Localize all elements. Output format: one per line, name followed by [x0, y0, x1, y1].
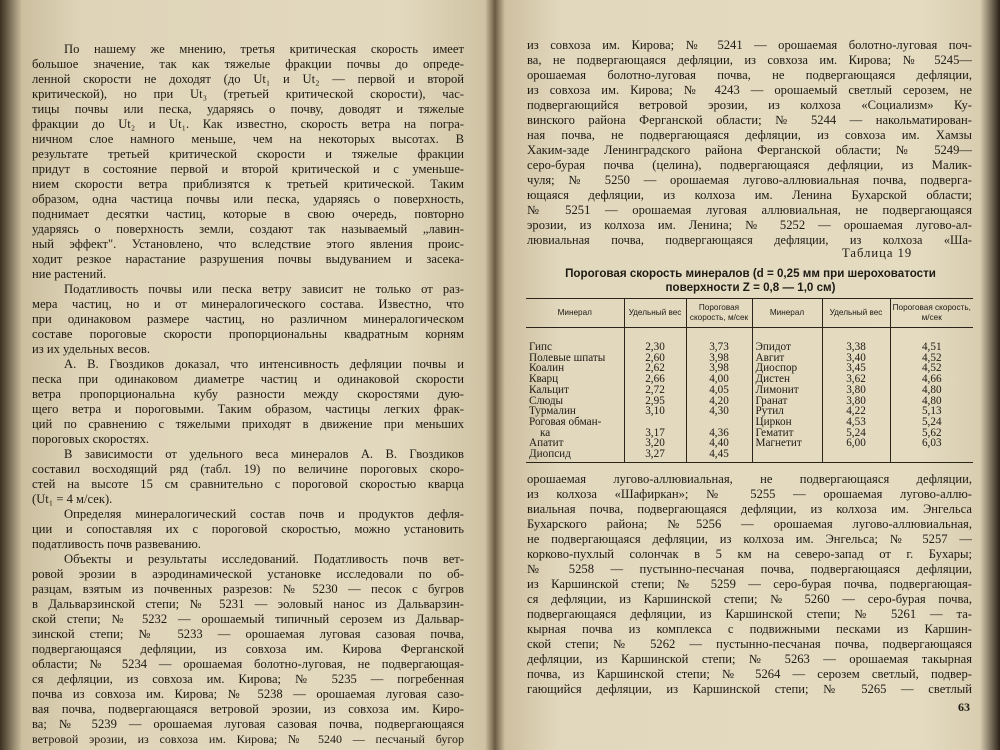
- text-line: почва из совхоза им. Кирова; № 5238 — орошаемая луговая сазо-: [32, 687, 464, 701]
- threshold-velocity: 4,36: [686, 428, 752, 439]
- text-line: в Дальварзинской степи; № 5231 — эоловый нанос из Дальварзин-: [32, 597, 464, 611]
- mineral-name: Диопсид: [526, 449, 624, 462]
- threshold-velocity: 4,66: [890, 374, 973, 385]
- text-line: области; № 5234 — орошаемая болотно-луговая, не подвергающая-: [32, 657, 464, 671]
- threshold-velocity: 4,80: [890, 396, 973, 407]
- text-line: щего ветра и пороговыми. Таким образом, частицы легких фрак-: [32, 402, 464, 416]
- mineral-name: ка: [540, 426, 551, 439]
- text-line: придут в состояние первой и второй критической и с уменьше-: [32, 162, 464, 176]
- threshold-velocity: 3,73: [686, 328, 752, 353]
- mineral-name: Магнетит: [752, 438, 822, 449]
- text-line: серо-бурая почва (целина), подвергающаяся дефляции, из Малик-: [527, 158, 972, 172]
- text-line: ва, не подвергающаяся дефляции, из совхоза им. Кирова; № 5245—: [527, 53, 972, 67]
- text-line: В зависимости от удельного веса минералов А. В. Гвоздиков: [64, 447, 464, 461]
- text-line: результате третьей критической скорости и тяжелые фракции: [32, 147, 464, 161]
- text-line: чуля; № 5250 — орошаемая лугово-аллювиальная почва, подверга-: [527, 173, 972, 187]
- text-line: ние растений.: [32, 267, 107, 281]
- text-line: вая почва, подвергающаяся ветровой эрозии, из совхоза им. Киро-: [32, 702, 464, 716]
- text-line: виальная почва, подвергающаяся дефляции, из колхоза им. Энгельса: [527, 502, 972, 516]
- mineral-name: Полевые шпаты: [529, 351, 606, 364]
- mineral-threshold-table: [526, 298, 973, 463]
- mineral-name: Диоспор: [752, 363, 822, 374]
- specific-weight: 2,30: [624, 328, 686, 353]
- text-line: (Ut₁ = 4 м/сек).: [32, 492, 113, 506]
- text-line: винского района Ферганской области; № 5244 — накольматирован-: [527, 113, 972, 127]
- threshold-velocity: 4,52: [890, 363, 973, 374]
- text-line: ской степи; № 5262 — пустынно-песчаная почва, подвергающаяся: [527, 637, 972, 651]
- mineral-name: Кварц: [529, 373, 559, 386]
- text-line: лювиальная почва, подвергающаяся дефляции, из колхоза «Ша-: [527, 233, 972, 247]
- text-line: ная почва, не подвергающаяся дефляции, из совхоза им. Хамзы: [527, 128, 972, 142]
- specific-weight: 3,80: [822, 396, 890, 407]
- specific-weight: 3,38: [822, 328, 890, 353]
- text-line: стей на высоте 15 см сравнительно с пороговой скоростью кварца: [32, 477, 464, 491]
- table-row: [526, 449, 973, 462]
- specific-weight: 3,80: [822, 385, 890, 396]
- table-row: [526, 385, 973, 396]
- column-header: Удельный вес: [624, 299, 686, 328]
- text-line: большое значение, так как тяжелые фракции почвы до опреде-: [32, 57, 464, 71]
- text-line: ся дефляции, из Каршинской степи; № 5260 — серо-бурая почва,: [527, 592, 972, 606]
- table-row: [526, 353, 973, 364]
- text-line: поднимает десятки частиц, которые в свою очередь, повторно: [32, 207, 464, 221]
- table-row: [526, 396, 973, 407]
- table-subtitle: поверхности Z = 0,8 — 1,0 см): [665, 281, 836, 294]
- mineral-name: Гипс: [529, 341, 552, 353]
- column-header: Минерал: [526, 299, 624, 328]
- text-line: из совхоза им. Кирова; № 4243 — орошаемый светлый серозем, не: [527, 83, 972, 97]
- threshold-velocity: 3,98: [686, 363, 752, 374]
- threshold-velocity: 4,30: [686, 406, 752, 417]
- text-line: ровой эрозии в аэродинамической установке исследовали по об-: [32, 567, 464, 581]
- text-line: ходит резкое нарастание разрушения почвы выдуванием и засека-: [32, 252, 464, 266]
- specific-weight: 3,10: [624, 406, 686, 417]
- text-line: из их удельных весов.: [32, 342, 150, 356]
- specific-weight: 5,24: [822, 428, 890, 439]
- threshold-velocity: [890, 449, 973, 462]
- mineral-name: Апатит: [529, 437, 564, 450]
- specific-weight: 2,66: [624, 374, 686, 385]
- mineral-name: Циркон: [752, 417, 822, 428]
- text-line: составе пороговые скорости пропорциональны квадратным корням: [32, 327, 464, 341]
- table-row: [526, 438, 973, 449]
- column-header: Пороговая скорость, м/сек: [890, 299, 973, 328]
- text-line: песка при одинаковом диаметре частиц и одинаковой скорости: [32, 372, 464, 386]
- table-row: [526, 363, 973, 374]
- text-line: из колхоза «Шафиркан»; № 5255 — орошаемая лугово-аллю-: [527, 487, 972, 501]
- text-line: ударяясь о поверхность земли, создают так называемый „лавин-: [32, 222, 464, 236]
- text-line: ва; № 5239 — орошаемая луговая сазовая почва, подвергающаяся: [32, 717, 464, 731]
- text-line: из Каршинской степи; № 5259 — серо-бурая почва, подвергающая-: [527, 577, 972, 591]
- threshold-velocity: 3,98: [686, 353, 752, 364]
- text-line: зинской степи; № 5233 — орошаемая луговая сазовая почва,: [32, 627, 464, 641]
- text-line: образом, одна частица почвы или песка, ударяясь о поверхность,: [32, 192, 464, 206]
- threshold-velocity: 5,13: [890, 406, 973, 417]
- threshold-velocity: 6,03: [890, 438, 973, 449]
- threshold-velocity: 5,24: [890, 417, 973, 428]
- text-line: подвергающийся ветровой эрозии, из колхоза «Социализм» Ку-: [527, 98, 972, 112]
- text-line: орошаемая болотно-луговая почва, не подвергающаяся дефляции,: [527, 68, 972, 82]
- specific-weight: [822, 449, 890, 462]
- mineral-name: [752, 449, 822, 462]
- specific-weight: 3,20: [624, 438, 686, 449]
- column-header: Удельный вес: [822, 299, 890, 328]
- mineral-name: Авгит: [752, 353, 822, 364]
- text-line: ющаяся дефляции, из колхоза им. Ленина Бухарской области;: [527, 188, 972, 202]
- table-row: [526, 374, 973, 385]
- mineral-name: Гематит: [752, 428, 822, 439]
- mineral-name: Слюды: [529, 394, 564, 407]
- right-page: [492, 0, 1000, 750]
- text-line: Податливость почвы или песка ветру зависит не только от раз-: [64, 282, 464, 296]
- text-line: гающийся дефляции, из Каршинской степи; № 5265 — светлый: [527, 682, 972, 696]
- text-line: Хаким-заде Ленинградского района Ферганской области; № 5249—: [527, 143, 972, 157]
- mineral-name: Рутил: [752, 406, 822, 417]
- column-header: Пороговая скорость, м/сек: [686, 299, 752, 328]
- specific-weight: 2,60: [624, 353, 686, 364]
- text-line: составил восходящий ряд (табл. 19) по величине пороговых скоро-: [32, 462, 464, 476]
- mineral-name: Гранат: [752, 396, 822, 407]
- text-line: ской степи; № 5232 — орошаемый типичный серозем из Дальвар-: [32, 612, 464, 626]
- table-number: Таблица 19: [842, 246, 913, 260]
- text-line: тицы почвы или песка, ударяясь о почву, доводят и тяжелые: [32, 102, 464, 116]
- text-line: разцам, взятым из почвенных разрезов: № 5230 — песок с бугров: [32, 582, 464, 596]
- threshold-velocity: 4,51: [890, 328, 973, 353]
- text-line: кырная почва из комплекса с подвижными песками из Каршин-: [527, 622, 972, 636]
- text-line: корково-пухлый солончак в 5 км на северо-запад от г. Бухары;: [527, 547, 972, 561]
- specific-weight: 3,62: [822, 374, 890, 385]
- threshold-velocity: 4,05: [686, 385, 752, 396]
- specific-weight: 4,22: [822, 406, 890, 417]
- text-line: подвергающаяся дефляции, из Каршинской степи; № 5261 — та-: [527, 607, 972, 621]
- text-line: № 5251 — орошаемая луговая аллювиальная, не подвергающаяся: [527, 203, 972, 217]
- specific-weight: 2,62: [624, 363, 686, 374]
- text-line: ветровой эрозии, из совхоза им. Кирова; № 5240 — песчаный бугор: [32, 732, 464, 746]
- text-line: ций по сравнению с тяжелыми приходят в движение при меньших: [32, 417, 464, 431]
- text-line: По нашему же мнению, третья критическая скорость имеет: [64, 42, 464, 56]
- text-line: нием скорости ветра приблизятся к третьей критической. Таким: [32, 177, 464, 191]
- text-line: Определяя минералогический состав почв и продуктов дефля-: [64, 507, 464, 521]
- specific-weight: 4,53: [822, 417, 890, 428]
- table-row: [526, 428, 973, 439]
- mineral-name: Лимонит: [752, 385, 822, 396]
- text-line: подвергающаяся дефляции, из совхоза им. Кирова Ферганской: [32, 642, 464, 656]
- text-line: орошаемая лугово-аллювиальная, не подвергающаяся дефляции,: [527, 472, 972, 486]
- specific-weight: 3,17: [624, 428, 686, 439]
- text-line: А. В. Гвоздиков доказал, что интенсивность дефляции почвы и: [64, 357, 464, 371]
- threshold-velocity: 4,40: [686, 438, 752, 449]
- threshold-velocity: 4,20: [686, 396, 752, 407]
- text-line: при одинаковом размере частиц, но различном минералогическом: [32, 312, 464, 326]
- threshold-velocity: 5,62: [890, 428, 973, 439]
- mineral-name: Кальцит: [529, 383, 569, 396]
- page-number: 63: [958, 700, 970, 714]
- specific-weight: 3,40: [822, 353, 890, 364]
- threshold-velocity: 4,80: [890, 385, 973, 396]
- left-page: [0, 0, 492, 750]
- text-line: Объекты и результаты исследований. Податливость почв вет-: [64, 552, 464, 566]
- specific-weight: 2,95: [624, 396, 686, 407]
- text-line: мера частиц, но и от минералогического состава. Известно, что: [32, 297, 464, 311]
- table-row: [526, 417, 973, 428]
- mineral-name: Турмалин: [529, 405, 576, 418]
- column-header: Минерал: [752, 299, 822, 328]
- text-line: ветра пропорциональна кубу разности между скоростями дую-: [32, 387, 464, 401]
- mineral-name: Роговая обман-: [529, 415, 602, 428]
- text-line: ции и сопоставляя их с пороговой скоростью, можно установить: [32, 522, 464, 536]
- mineral-name: Эпидот: [752, 328, 822, 353]
- text-line: дефляции, из Каршинской степи; № 5263 — орошаемая такырная: [527, 652, 972, 666]
- specific-weight: 6,00: [822, 438, 890, 449]
- text-line: ленной скорости не доходят (до Ut₁ и Ut₂ — первой и второй: [32, 72, 464, 86]
- specific-weight: 2,72: [624, 385, 686, 396]
- text-line: ничном слое намного меньше, чем на некоторых высотах. В: [32, 132, 464, 146]
- text-line: пороговых скоростях.: [32, 432, 150, 446]
- text-line: Бухарского района; №5256 — орошаемая лугово-аллювиальная,: [527, 517, 972, 531]
- table-row: [526, 328, 973, 353]
- threshold-velocity: 4,45: [686, 449, 752, 462]
- mineral-name: Дистен: [752, 374, 822, 385]
- threshold-velocity: 4,52: [890, 353, 973, 364]
- threshold-velocity: 4,00: [686, 374, 752, 385]
- text-line: податливость почв развеванию.: [32, 537, 201, 551]
- text-line: не подвергающаяся дефляции, из колхоза им. Энгельса; № 5257 —: [527, 532, 972, 546]
- specific-weight: 3,45: [822, 363, 890, 374]
- table-header-row: [526, 299, 973, 328]
- mineral-name: Коалин: [529, 362, 565, 375]
- text-line: почва, из Каршинской степи; № 5264 — серозем светлый, подвер-: [527, 667, 972, 681]
- text-line: № 5258 — пустынно-песчаная почва, подвергающаяся дефляции,: [527, 562, 972, 576]
- text-line: критической), но при Ut₃ (третьей критической скорости), час-: [32, 87, 464, 101]
- text-line: фракции до Ut₂ и Ut₁. Как известно, скорость ветра на погра-: [32, 117, 464, 131]
- specific-weight: 3,27: [624, 449, 686, 462]
- text-line: ся дефляции, из совхоза им. Кирова; № 5235 — погребенная: [32, 672, 464, 686]
- text-line: из совхоза им. Кирова; № 5241 — орошаемая болотно-луговая поч-: [527, 38, 972, 52]
- text-line: эрозии, из колхоза им. Ленина; № 5252 — орошаемая лугово-ал-: [527, 218, 972, 232]
- table-title: Пороговая скорость минералов (d = 0,25 мм при шероховатости: [565, 267, 936, 280]
- text-line: ный эффект". Установлено, что вследствие этого явления проис-: [32, 237, 464, 251]
